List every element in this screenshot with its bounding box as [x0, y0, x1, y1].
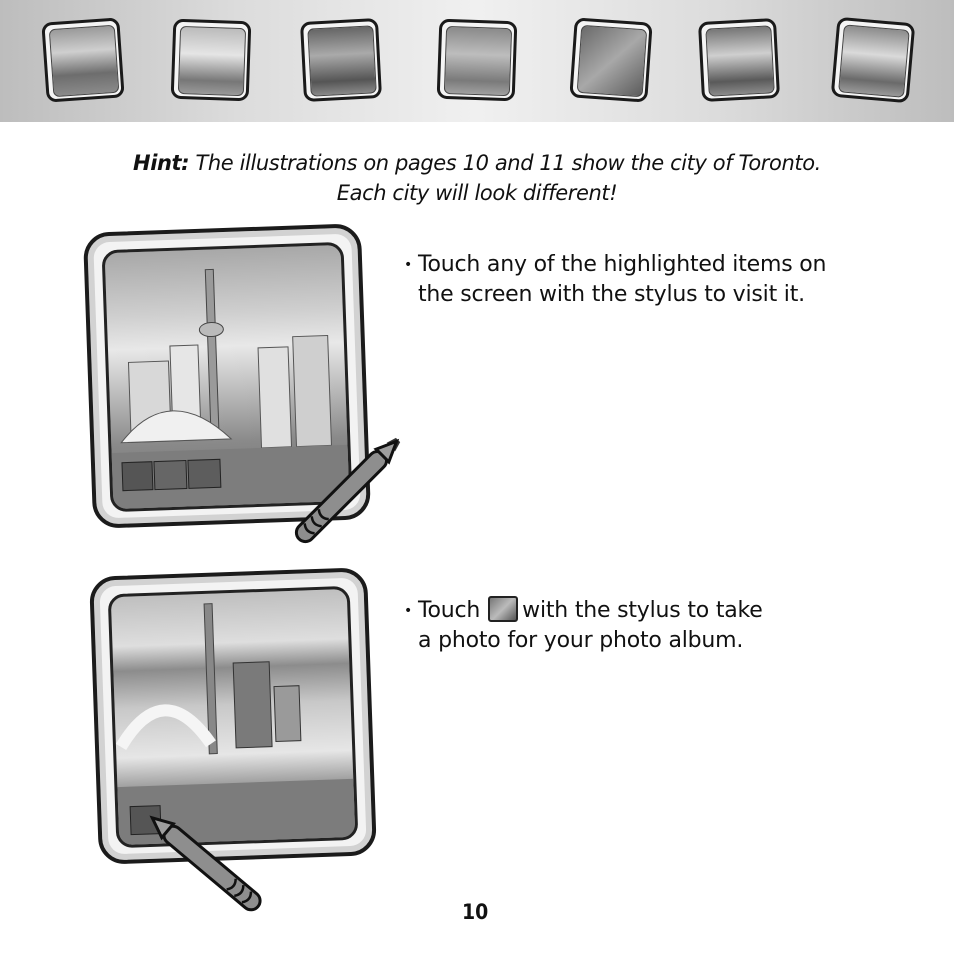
step1-line2: the screen with the stylus to visit it. — [418, 282, 805, 307]
step1-text — [404, 250, 827, 310]
city-thumbnail-icon — [41, 17, 124, 102]
hint-label: Hint: — [133, 151, 190, 175]
step2-text — [404, 596, 763, 656]
step2-line1-before: Touch — [418, 598, 481, 623]
city-thumbnail-icon — [831, 17, 916, 103]
city-thumbnail-icon — [171, 19, 252, 102]
hint-line1: The illustrations on pages 10 and 11 show the city of Toronto. — [189, 151, 821, 175]
hint-text — [0, 148, 954, 208]
step2-line2: a photo for your photo album. — [418, 628, 744, 653]
hint-line2: Each city will look different! — [336, 181, 618, 205]
city-thumbnail-icon — [569, 17, 652, 102]
step2-line1-after: with the stylus to take — [522, 598, 763, 623]
bullet-dot: • — [404, 257, 413, 273]
stylus-icon — [280, 428, 410, 558]
city-thumbnail-icon — [300, 18, 382, 102]
city-thumbnail-icon — [698, 18, 780, 102]
stylus-icon — [142, 808, 282, 928]
page-number: 10 — [462, 900, 489, 924]
camera-photo-icon — [488, 596, 518, 622]
bullet-dot: • — [404, 603, 413, 619]
city-thumbnail-icon — [437, 19, 518, 102]
header-band — [0, 0, 954, 122]
step1-line1: Touch any of the highlighted items on — [418, 252, 827, 277]
